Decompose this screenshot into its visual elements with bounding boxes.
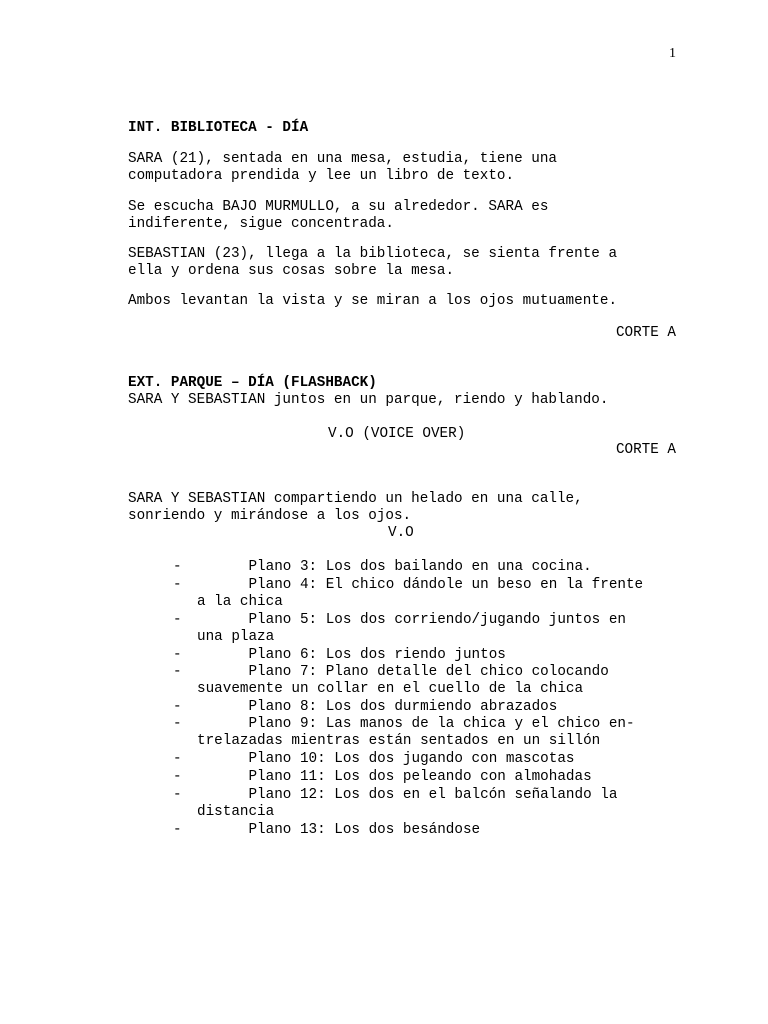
list-bullet: - [173,559,182,575]
action-paragraph: SARA (21), sentada en una mesa, estudia, tiene una computadora prendida y lee un libro de texto. [128,151,557,184]
list-item-text: Plano 5: Los dos corriendo/jugando juntos en una plaza [197,612,626,645]
list-bullet: - [173,716,182,732]
list-item-text: Plano 6: Los dos riendo juntos [197,647,506,663]
action-paragraph: SEBASTIAN (23), llega a la biblioteca, se sienta frente a ella y ordena sus cosas sobre la mesa. [128,246,618,279]
page-number: 1 [669,46,676,61]
list-item-text: Plano 10: Los dos jugando con mascotas [197,751,575,767]
list-bullet: - [173,612,182,628]
action-paragraph: SARA Y SEBASTIAN juntos en un parque, riendo y hablando. [128,392,609,408]
list-bullet: - [173,647,182,663]
list-item-text: Plano 3: Los dos bailando en una cocina. [197,559,592,575]
transition-corte-a: CORTE A [615,325,676,341]
action-paragraph: Se escucha BAJO MURMULLO, a su alrededor. SARA es indiferente, sigue concentrada. [128,199,549,232]
list-bullet: - [173,769,182,785]
list-item-text: Plano 7: Plano detalle del chico colocando suavemente un collar en el cuello de la chica [197,664,609,697]
voice-over-cue: V.O (VOICE OVER) [328,426,466,442]
list-bullet: - [173,664,182,680]
list-item-text: Plano 13: Los dos besándose [197,822,481,838]
voice-over-cue: V.O [388,525,414,541]
list-bullet: - [173,822,182,838]
scene-heading-biblioteca: INT. BIBLIOTECA - DÍA [128,120,309,136]
list-bullet: - [173,751,182,767]
list-item-text: Plano 8: Los dos durmiendo abrazados [197,699,558,715]
action-paragraph: SARA Y SEBASTIAN compartiendo un helado en una calle, sonriendo y mirándose a los ojos. [128,491,583,524]
transition-corte-a: CORTE A [615,442,676,458]
scene-heading-parque: EXT. PARQUE – DÍA (FLASHBACK) [128,375,377,391]
action-paragraph: Ambos levantan la vista y se miran a los ojos mutuamente. [128,293,618,309]
list-item-text: Plano 4: El chico dándole un beso en la frente a la chica [197,577,644,610]
list-item-text: Plano 12: Los dos en el balcón señalando la distancia [197,787,618,820]
list-bullet: - [173,577,182,593]
list-item-text: Plano 11: Los dos peleando con almohadas [197,769,592,785]
list-item-text: Plano 9: Las manos de la chica y el chico en- trelazadas mientras están sentados en un sillón [197,716,635,749]
list-bullet: - [173,699,182,715]
list-bullet: - [173,787,182,803]
